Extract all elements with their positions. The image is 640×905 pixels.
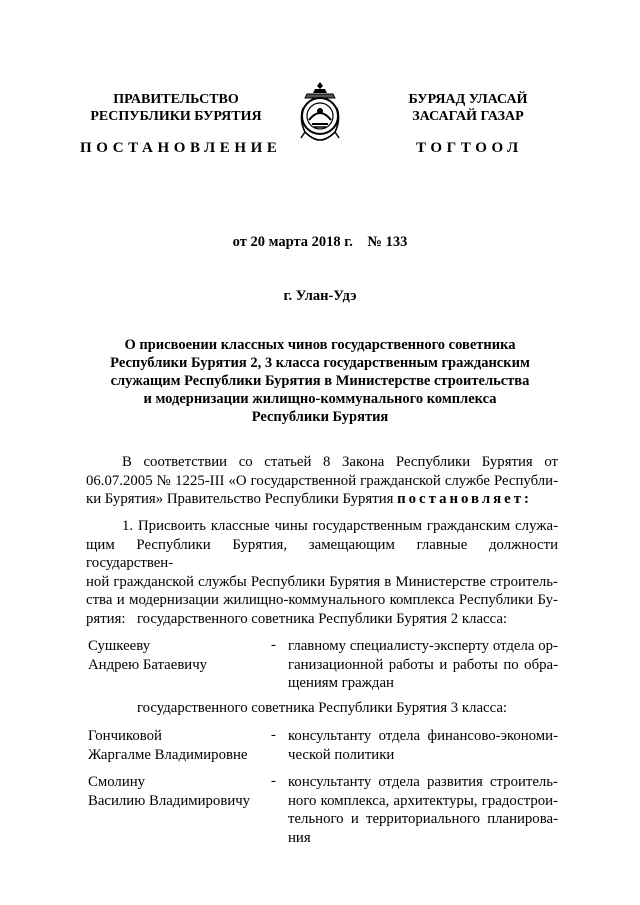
clause-line: ства и модернизации жилищно-коммунального комплекса Республики Бу-	[86, 592, 558, 609]
resolves-keyword: постановляет:	[397, 491, 532, 508]
dash: -	[271, 637, 276, 653]
document-title	[80, 336, 560, 426]
doc-type-bua: ТОГТООЛ	[416, 140, 523, 156]
person-surname: Смолину	[88, 774, 146, 790]
clause-line: 1. Присвоить классные чины государственным гражданским служа-	[122, 518, 558, 534]
issuer-bua-line1: БУРЯАД УЛАСАЙ	[408, 92, 528, 107]
person-given-name: Василию Владимировичу	[88, 792, 251, 809]
position-line: главному специалисту-эксперту отдела ор-	[288, 638, 558, 654]
position-line: консультанту отдела финансово-экономи-	[288, 728, 558, 744]
class3-heading: государственного советника Республики Бурятия 3 класса:	[136, 700, 508, 716]
preamble-line3-text: ки Бурятия» Правительство Республики Бурятия	[86, 491, 394, 508]
person-position	[288, 637, 558, 693]
title-line: Республики Бурятия 2, 3 класса государственным гражданским	[110, 355, 530, 371]
person-given-name: Жаргалме Владимировне	[88, 746, 248, 763]
date-number: от 20 марта 2018 г. № 133	[232, 234, 408, 250]
preamble-line	[86, 490, 558, 509]
preamble-line: 06.07.2005 № 1225-III «О государственной гражданской службе Республи-	[86, 472, 558, 489]
doc-type-ru: ПОСТАНОВЛЕНИЕ	[80, 140, 282, 156]
clause-line: рятия:	[86, 610, 126, 627]
dash: -	[271, 773, 276, 789]
dash: -	[271, 727, 276, 743]
person-name	[88, 637, 207, 674]
position-line: щениям граждан	[288, 675, 394, 692]
title-line: Республики Бурятия	[251, 409, 389, 425]
person-position	[288, 773, 558, 847]
position-line: ния	[288, 829, 311, 846]
issuer-ru-line2: РЕСПУБЛИКИ БУРЯТИЯ	[90, 109, 262, 124]
position-line: тельного и территориального планирова-	[288, 811, 558, 828]
clause-line: щим Республики Бурятия, замещающим главные должности государствен-	[86, 536, 558, 572]
preamble-line: В соответствии со статьей 8 Закона Республики Бурятия от	[122, 454, 558, 470]
position-line: ганизационной работы и работы по обра-	[288, 656, 558, 673]
issuer-bua-line2: ЗАСАГАЙ ГАЗАР	[412, 109, 524, 124]
title-line: и модернизации жилищно-коммунального комплекса	[143, 391, 497, 407]
person-surname: Гончиковой	[88, 728, 162, 744]
class2-heading: государственного советника Республики Бурятия 2 класса:	[136, 611, 508, 627]
person-surname: Сушкееву	[88, 638, 151, 654]
preamble	[86, 453, 558, 509]
issuer-bua	[380, 91, 556, 125]
title-line: служащим Республики Бурятия в Министерстве строительства	[110, 373, 530, 389]
person-given-name: Андрею Батаевичу	[88, 656, 208, 673]
issuer-ru-line1: ПРАВИТЕЛЬСТВО	[113, 92, 239, 107]
clause-line: ной гражданской службы Республики Бурятия в Министерстве строитель-	[86, 573, 558, 590]
coat-of-arms-icon	[295, 80, 345, 142]
city: г. Улан-Удэ	[283, 288, 357, 304]
position-line: консультанту отдела развития строитель-	[288, 774, 558, 790]
person-name	[88, 773, 250, 810]
position-line: ческой политики	[288, 746, 395, 763]
issuer-ru	[88, 91, 264, 125]
person-position	[288, 727, 558, 764]
position-line: ного комплекса, архитектуры, градострои-	[288, 792, 558, 809]
title-line: О присвоении классных чинов государственного советника	[124, 337, 516, 353]
person-name	[88, 727, 247, 764]
